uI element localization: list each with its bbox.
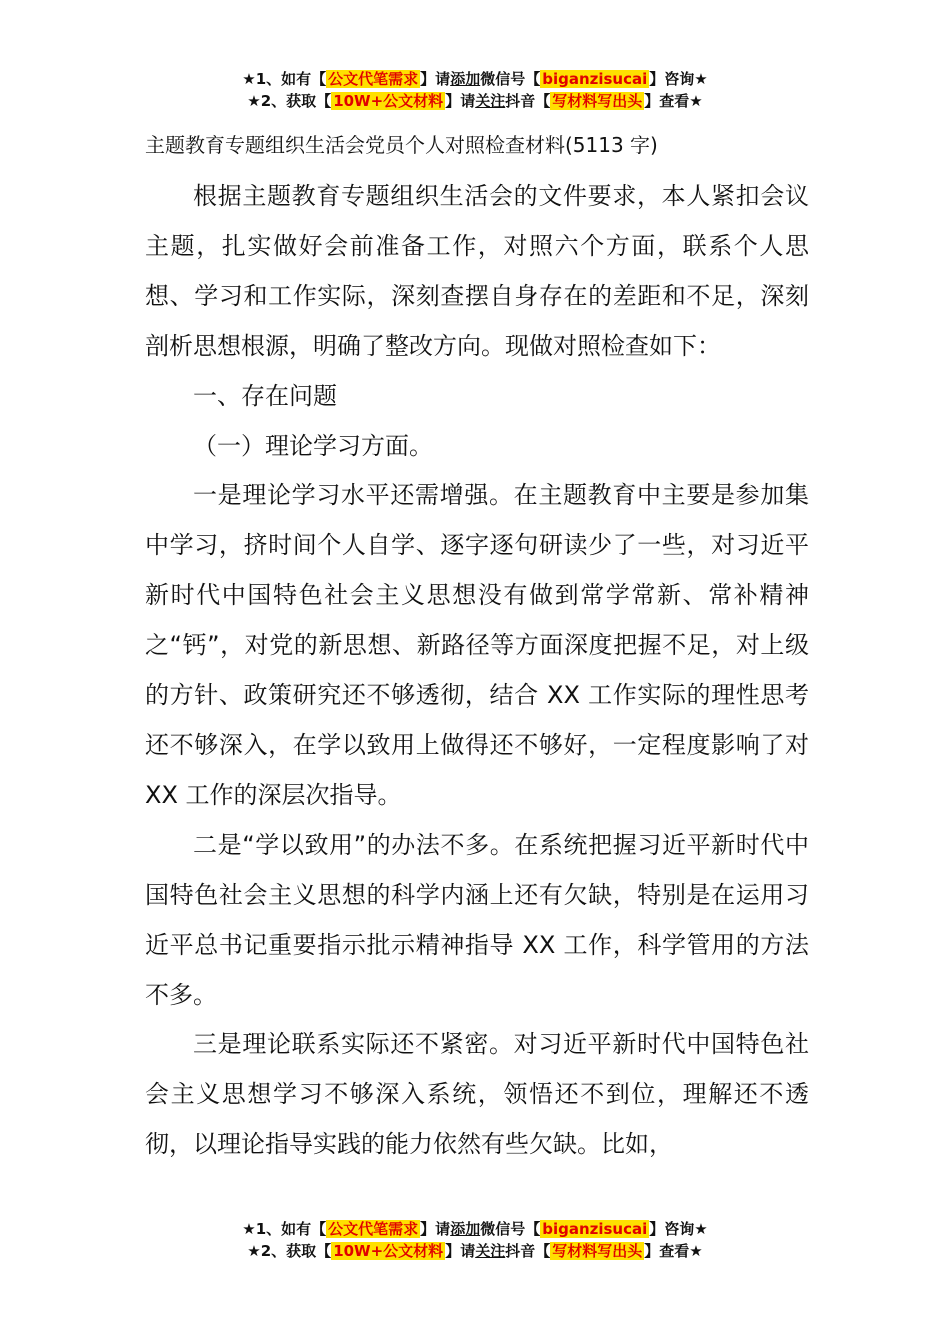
banner-highlight-wechat-id: biganzisucai — [542, 70, 648, 88]
banner-highlight-materials: 10W+公文材料 — [333, 1242, 444, 1260]
paragraph-intro: 根据主题教育专题组织生活会的文件要求，本人紧扣会议主题，扎实做好会前准备工作，对照六个方面，联系个人思想、学习和工作实际，深刻查摆自身存在的差距和不足，深刻剖析思想根源，明确了整改方向。现做对照检查如下： — [145, 182, 809, 360]
paragraph-point-2: 二是“学以致用”的办法不多。在系统把握习近平新时代中国特色社会主义思想的科学内涵上还有欠缺，特别是在运用习近平总书记重要指示批示精神指导 XX 工作，科学管用的方法不多。 — [145, 830, 809, 1009]
banner-highlight-douyin: 写材料写出头 — [552, 1242, 643, 1260]
section-heading-problems: 一、存在问题 — [193, 381, 337, 410]
banner-line-1: ★1、如有【 公文代笔需求 】请添加微信号【 biganzisucai 】咨询★ — [242, 70, 708, 88]
banner-highlight-service: 公文代笔需求 — [328, 1220, 419, 1238]
banner-highlight-materials: 10W+公文材料 — [333, 92, 444, 110]
banner-highlight-wechat-id: biganzisucai — [542, 1220, 648, 1238]
document-body — [145, 172, 809, 1170]
banner-highlight-service: 公文代笔需求 — [328, 70, 419, 88]
footer-banner — [0, 1218, 950, 1262]
banner-line-1: ★1、如有【 公文代笔需求 】请添加微信号【 biganzisucai 】咨询★ — [242, 1220, 708, 1238]
document-title: 主题教育专题组织生活会党员个人对照检查材料(5113 字) — [145, 133, 658, 157]
banner-highlight-douyin: 写材料写出头 — [552, 92, 643, 110]
banner-line-2: ★2、获取【 10W+公文材料 】请关注抖音【 写材料写出头 】查看★ — [247, 1242, 703, 1260]
paragraph-point-3: 三是理论联系实际还不紧密。对习近平新时代中国特色社会主义思想学习不够深入系统，领悟还不到位，理解还不透彻，以理论指导实践的能力依然有些欠缺。比如， — [145, 1030, 809, 1159]
paragraph-point-1: 一是理论学习水平还需增强。在主题教育中主要是参加集中学习，挤时间个人自学、逐字逐句研读少了一些，对习近平新时代中国特色社会主义思想没有做到常学常新、常补精神之“钙”，对党的新思想、新路径等方面深度把握不足，对上级的方针、政策研究还不够透彻，结合 XX 工作实际的理性思考还不够深入，在学以致用上做得还不够好，一定程度影响了对 XX 工作的深层次指导。 — [145, 481, 809, 809]
header-banner — [0, 68, 950, 112]
subsection-heading-theory: （一）理论学习方面。 — [193, 431, 433, 460]
banner-line-2: ★2、获取【 10W+公文材料 】请关注抖音【 写材料写出头 】查看★ — [247, 92, 703, 110]
